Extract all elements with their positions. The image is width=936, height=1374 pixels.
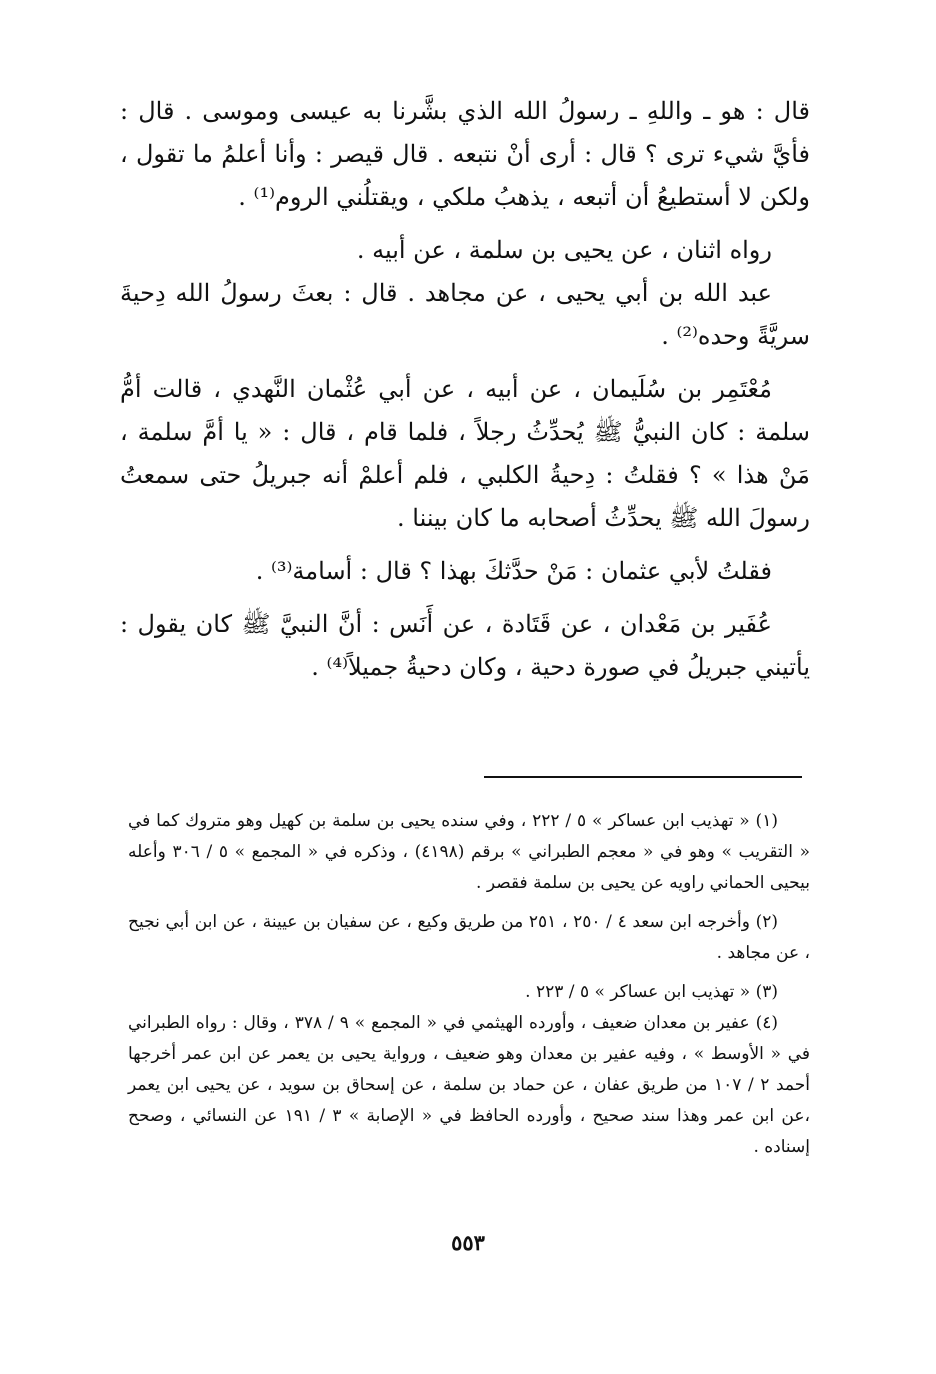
main-paragraph-4: مُعْتَمِر بن سُلَيمان ، عن أبيه ، عن أبي عُثْمان النَّهدي ، قالت أمُّ سلمة : كان النبيُّ ﷺ يُحدِّثُ رجلاً ، فلما قام ، قال : « يا أمَّ سلمة ، مَنْ هذا » ؟ فقلتُ : دِحيةُ الكلبي ، فلم أعلمْ أنه جبريلُ حتى سمعتُ رسولَ الله ﷺ يحدِّثُ أصحابه ما كان بيننا . bbox=[120, 375, 810, 532]
footnote-4: (٤) عفير بن معدان ضعيف ، وأورده الهيثمي في « المجمع » ٩ / ٣٧٨ ، وقال : رواه الطبراني في « الأوسط » ، وفيه عفير بن معدان وهو ضعيف ، ورواية يحيى بن يعمر عن ابن عمر أخرجها أحمد ٢ / ١٠٧ من طريق عفان ، عن حماد بن سلمة ، عن إسحاق بن سويد ، عن يحيى ابن يعمر ،عن ابن عمر وهذا سند صحيح ، وأورده الحافظ في « الإصابة » ٣ / ١٩١ عن النسائي ، وصحح إسناده . bbox=[128, 1013, 810, 1157]
main-paragraph-2: رواه اثنان ، عن يحيى بن سلمة ، عن أبيه . bbox=[356, 236, 772, 264]
main-paragraph-5: فقلتُ لأبي عثمان : مَنْ حدَّثكَ بهذا ؟ قال : أسامة⁽³⁾ . bbox=[255, 557, 772, 585]
footnote-3: (٣) « تهذيب ابن عساكر » ٥ / ٢٢٣ . bbox=[525, 982, 778, 1002]
footnote-separator bbox=[484, 776, 802, 778]
footnotes bbox=[128, 806, 810, 1163]
page-number: ٥٥٣ bbox=[451, 1230, 485, 1255]
main-text bbox=[120, 90, 810, 689]
main-paragraph-1: قال : هو ـ واللهِ ـ رسولُ الله الذي بشَّرنا به عيسى وموسى . قال : فأيَّ شيء ترى ؟ قال : أرى أنْ نتبعه . قال قيصر : وأنا أعلمُ ما تقول ، ولكن لا أستطيعُ أن أتبعه ، يذهبُ ملكي ، ويقتلُني الروم⁽¹⁾ . bbox=[120, 97, 810, 211]
main-paragraph-3: عبد الله بن أبي يحيى ، عن مجاهد . قال : بعثَ رسولُ الله دِحيةَ سريَّةً وحده⁽²⁾ . bbox=[120, 279, 810, 350]
main-paragraph-6: عُفَير بن مَعْدان ، عن قَتَادة ، عن أَنَس : أنَّ النبيَّ ﷺ كان يقول : يأتيني جبريلُ في صورة دحية ، وكان دحيةُ جميلاً⁽⁴⁾ . bbox=[120, 610, 810, 681]
footnote-2: (٢) وأخرجه ابن سعد ٤ / ٢٥٠ ، ٢٥١ من طريق وكيع ، عن سفيان بن عيينة ، عن ابن أبي نجيح ، عن مجاهد . bbox=[128, 912, 810, 963]
footnote-1: (١) « تهذيب ابن عساكر » ٥ / ٢٢٢ ، وفي سنده يحيى بن سلمة بن كهيل وهو متروك كما في « التقريب » وهو في « معجم الطبراني » برقم (٤١٩٨) ، وذكره في « المجمع » ٥ / ٣٠٦ وأعله بيحيى الحماني راويه عن يحيى بن سلمة فقصر . bbox=[128, 811, 810, 893]
